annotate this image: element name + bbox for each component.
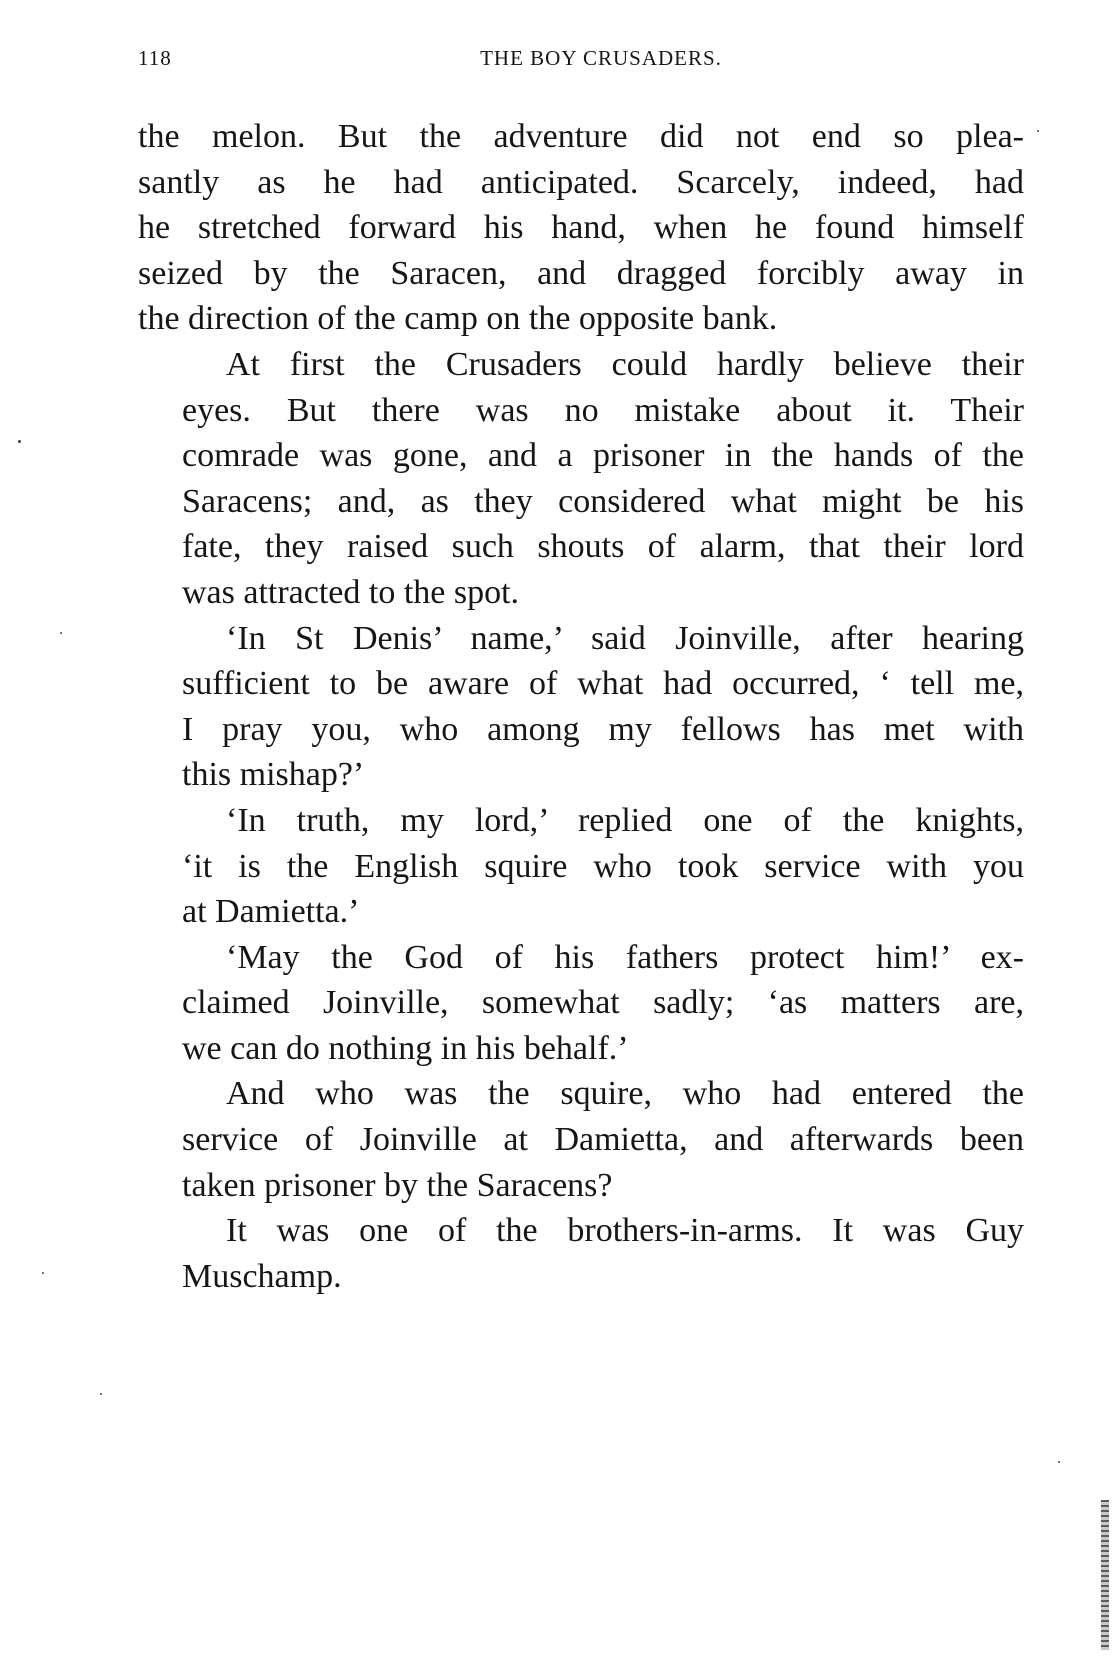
- text-line: ‘In St Denis’ name,’ said Joinville, after hearing: [226, 619, 1024, 657]
- paragraph: [138, 114, 1024, 342]
- text-line: taken prisoner by the Saracens?: [182, 1166, 613, 1204]
- page-number: 118: [138, 46, 172, 70]
- text-line: eyes. But there was no mistake about it. Their: [182, 391, 1024, 429]
- text-line: this mishap?’: [182, 756, 365, 794]
- text-line: fate, they raised such shouts of alarm, that their lord: [182, 528, 1024, 566]
- text-line: ‘In truth, my lord,’ replied one of the knights,: [226, 801, 1024, 839]
- body-text: [138, 114, 1024, 1299]
- paragraph: [138, 342, 1024, 616]
- text-line: seized by the Saracen, and dragged forcibly away in: [138, 254, 1024, 292]
- text-line: Saracens; and, as they considered what might be his: [182, 482, 1024, 520]
- text-line: the direction of the camp on the opposite bank.: [138, 300, 778, 338]
- text-line: ‘May the God of his fathers protect him!’ ex-: [226, 938, 1024, 976]
- text-line: was attracted to the spot.: [182, 573, 520, 611]
- text-line: ‘it is the English squire who took service with you: [182, 847, 1024, 885]
- text-line: the melon. But the adventure did not end so plea-: [138, 118, 1024, 155]
- scan-speck: [1037, 130, 1039, 132]
- scan-speck: [1058, 1461, 1060, 1463]
- text-line: service of Joinville at Damietta, and afterwards been: [182, 1121, 1024, 1159]
- paragraph: [138, 616, 1024, 798]
- text-line: And who was the squire, who had entered the: [226, 1075, 1024, 1113]
- scan-speck: [18, 440, 21, 443]
- text-line: I pray you, who among my fellows has met with: [182, 710, 1024, 748]
- text-line: At first the Crusaders could hardly believe their: [226, 345, 1024, 383]
- scan-speck: [60, 632, 62, 634]
- text-line: he stretched forward his hand, when he found himself: [138, 209, 1024, 247]
- text-line: at Damietta.’: [182, 893, 360, 931]
- text-line: Muschamp.: [182, 1257, 342, 1295]
- paragraph: [138, 798, 1024, 935]
- running-title: THE BOY CRUSADERS.: [480, 46, 722, 70]
- text-line: comrade was gone, and a prisoner in the hands of the: [182, 437, 1024, 475]
- text-line: santly as he had anticipated. Scarcely, indeed, had: [138, 163, 1024, 201]
- paragraph: [138, 1208, 1024, 1299]
- running-head: [138, 46, 1024, 76]
- page-edge-mark: [1101, 1500, 1109, 1650]
- text-line: we can do nothing in his behalf.’: [182, 1029, 629, 1067]
- paragraph: [138, 935, 1024, 1072]
- text-line: It was one of the brothers-in-arms. It was Guy: [226, 1212, 1024, 1250]
- text-line: sufficient to be aware of what had occurred, ‘ tell me,: [182, 665, 1024, 703]
- scan-speck: [100, 1393, 102, 1395]
- text-line: claimed Joinville, somewhat sadly; ‘as matters are,: [182, 984, 1024, 1022]
- paragraph: [138, 1071, 1024, 1208]
- scan-speck: [42, 1272, 44, 1274]
